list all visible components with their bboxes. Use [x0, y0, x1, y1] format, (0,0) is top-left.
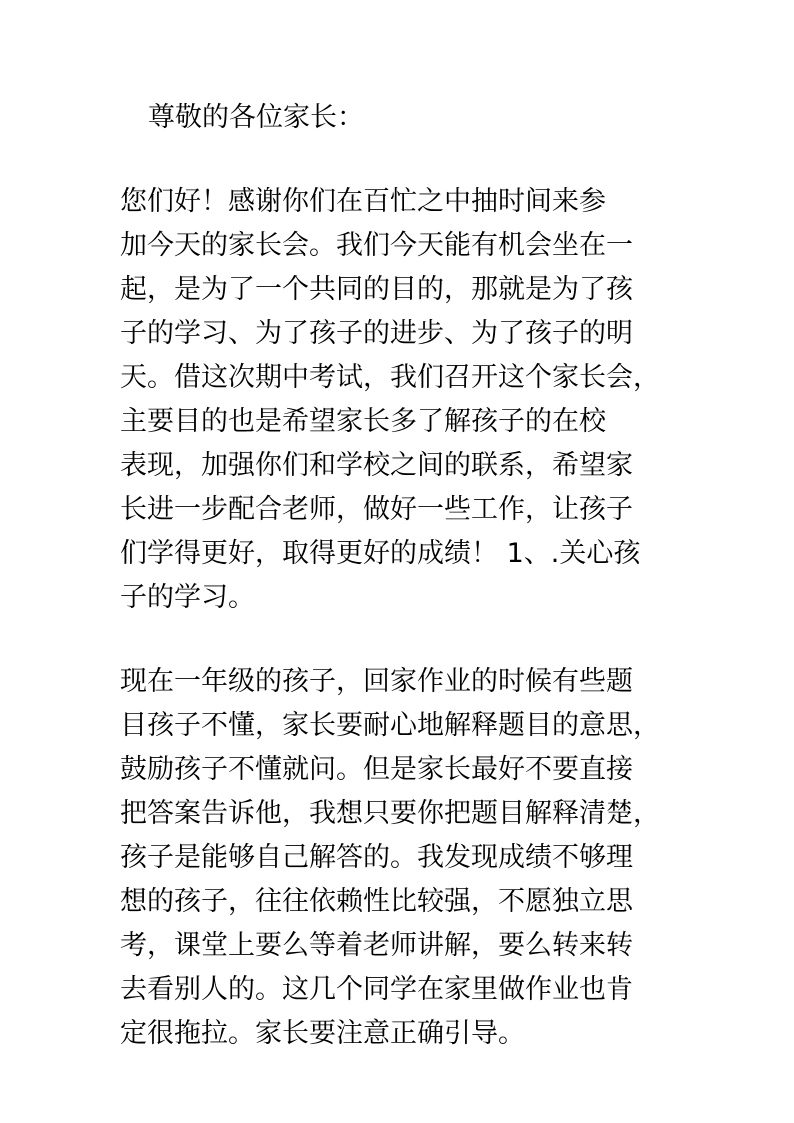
paragraph-1-line: 天。借这次期中考试，我们召开这个家长会，: [120, 362, 660, 393]
paragraph-1-line: 子的学习。: [120, 582, 255, 613]
paragraph-1-line: 表现，加强你们和学校之间的联系，希望家: [120, 450, 633, 481]
paragraph-1-line: 您们好！感谢你们在百忙之中抽时间来参: [120, 186, 606, 217]
paragraph-2-line: 目孩子不懂，家长要耐心地解释题目的意思，: [120, 710, 660, 741]
paragraph-2-line: 孩子是能够自己解答的。我发现成绩不够理: [120, 842, 633, 873]
paragraph-1-line: 长进一步配合老师，做好一些工作，让孩子: [120, 494, 633, 525]
paragraph-1-line: 们学得更好，取得更好的成绩！ 1、.关心孩: [120, 538, 641, 569]
paragraph-2-line: 鼓励孩子不懂就问。但是家长最好不要直接: [120, 754, 633, 785]
paragraph-2-line: 现在一年级的孩子，回家作业的时候有些题: [120, 666, 633, 697]
paragraph-1-line: 起，是为了一个共同的目的，那就是为了孩: [120, 274, 633, 305]
paragraph-2-line: 考，课堂上要么等着老师讲解，要么转来转: [120, 930, 633, 961]
paragraph-1-line: 子的学习、为了孩子的进步、为了孩子的明: [120, 318, 633, 349]
paragraph-2-line: 去看别人的。这几个同学在家里做作业也肯: [120, 974, 633, 1005]
paragraph-2-line: 定很拖拉。家长要注意正确引导。: [120, 1018, 525, 1049]
paragraph-1-line: 主要目的也是希望家长多了解孩子的在校: [120, 406, 606, 437]
salutation: 尊敬的各位家长：: [148, 102, 364, 133]
paragraph-2-line: 把答案告诉他，我想只要你把题目解释清楚，: [120, 798, 660, 829]
paragraph-1-line: 加今天的家长会。我们今天能有机会坐在一: [120, 230, 633, 261]
paragraph-2-line: 想的孩子，往往依赖性比较强，不愿独立思: [120, 886, 633, 917]
